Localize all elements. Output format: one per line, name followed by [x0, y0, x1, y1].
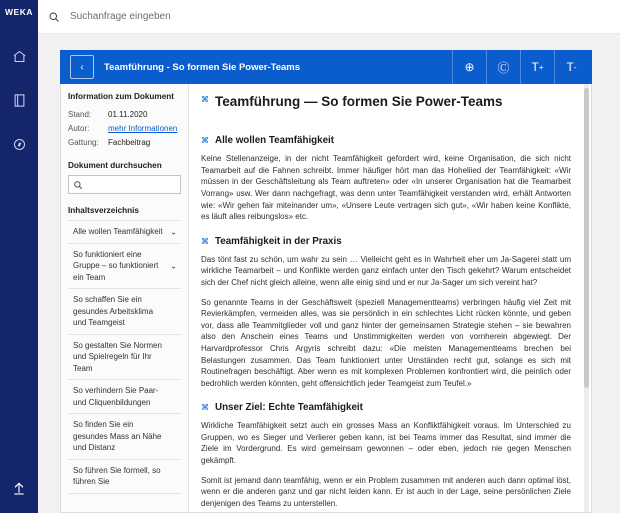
- document-info-panel: [61, 84, 189, 512]
- toc-item-label: Alle wollen Teamfähigkeit: [73, 227, 163, 236]
- paragraph: Wirkliche Teamfähigkeit setzt auch ein grosses Mass an Konfliktfähigkeit voraus. Im Unterschied zu Gruppen, wo es Sieger und Verlierer geben kann, ist bei Teams immer das Resultat, sind immer die Ziele im Vordergrund. Es wird gemeinsam gewonnen – oder eben, jedoch nie gegen Menschen gekämpft.: [201, 421, 571, 466]
- search-icon[interactable]: [48, 11, 60, 23]
- header-actions: [452, 50, 588, 84]
- toc-item[interactable]: [68, 413, 181, 459]
- section-heading: Teamfähigkeit in der Praxis: [215, 235, 342, 247]
- copyright-icon[interactable]: Ⓒ: [486, 50, 520, 84]
- compass-icon[interactable]: [6, 131, 32, 157]
- paragraph: Somit ist jemand dann teamfähig, wenn er ein Problem zusammen mit anderen auch dann optimal löst, wenn er die anderen ganz und gar nicht leiden kann. Er ist auch in der Lage, seine persönlichen Ziele denjenigen des Teams zu unterstellen.: [201, 475, 571, 508]
- article-scrollbar-thumb[interactable]: [584, 88, 589, 388]
- toc-item[interactable]: [68, 459, 181, 494]
- document-search-box[interactable]: [68, 175, 181, 194]
- document-search-input[interactable]: [87, 179, 176, 190]
- font-decrease-glyph: T: [566, 60, 574, 74]
- toc-item-label: So funktioniert eine Gruppe – so funktioniert ein Team: [73, 249, 159, 282]
- toc-item[interactable]: [68, 220, 181, 243]
- search-icon: [73, 180, 83, 190]
- anchor-icon[interactable]: ⌘: [201, 95, 209, 104]
- more-info-link[interactable]: mehr Informationen: [108, 124, 178, 133]
- meta-value: Fachbeitrag: [108, 138, 151, 147]
- article-section: [201, 135, 571, 223]
- anchor-icon[interactable]: ⌘: [201, 236, 209, 246]
- meta-key: Gattung:: [68, 138, 99, 147]
- main-column: [38, 0, 620, 513]
- back-button[interactable]: ‹: [70, 55, 94, 79]
- section-heading-row: [201, 402, 571, 420]
- meta-key: Autor:: [68, 124, 90, 133]
- paragraph: Keine Stellenanzeige, in der nicht Teamfähigkeit gefordert wird, keine Organisation, die sich nicht Teamarbeit auf die Fahnen schreibt. Immer häufiger hört man das Hoheliied der Teamfähigkeit: «Wir müssen in der Geschäftsleitung als Team auftreten» oder «In unserer Organisation hat die Teamarbeit Vorrang» usw. Wer dann nachgefragt, was denn unter Teamfähigkeit verstanden wird, erhält Antworten wie: «Wir gehen fair miteinander um», «Unsere Leute vertragen sich gut», «Wir haben keine Konflikte, es läuft alles reibungslos» etc.: [201, 154, 571, 222]
- section-heading-row: [201, 236, 571, 254]
- paragraph: So genannte Teams in der Geschäftswelt (speziell Managementteams) verbringen häufig viel Zeit mit Revierkämpfen, vermeiden alles, was sie persönlich in ein schlechtes Licht rücken könnte, und geben vor, dass alle Teammitglieder voll und ganz hinter der gemeinsamen Strategie stehen – sie bewahren also den Anschein eines Teams und Unstimmigkeiten werden von vornherein abgewiegt. Der Harvardprofessor Chris Argyris schreibt dazu: «Die meisten Managementteams brechen bei Belastungen zusammen. Das Team funktioniert unter Umständen recht gut, solange es sich mit Routinefragen beschäftigt. Aber wenn es mit komplexen Problemen konfrontiert wird, die peinlich oder bedrohlich werden könnten, geht offensichtlich jeder Teamgeist zum Teufel.»: [201, 297, 571, 388]
- toc-item-label: So führen Sie formell, so führen Sie: [73, 465, 161, 486]
- search-input[interactable]: [68, 10, 328, 23]
- toc-item[interactable]: [68, 288, 181, 334]
- document-header: [60, 50, 592, 84]
- chevron-down-icon[interactable]: ⌄: [170, 261, 177, 270]
- meta-key: Stand:: [68, 110, 92, 119]
- article-section: [201, 236, 571, 390]
- book-icon[interactable]: [6, 87, 32, 113]
- toc-item-label: So finden Sie ein gesundes Mass an Nähe und Distanz: [73, 420, 162, 452]
- font-decrease-icon[interactable]: T -: [554, 50, 588, 84]
- font-increase-glyph: T: [531, 60, 539, 74]
- article-scroll-container[interactable]: [189, 84, 591, 512]
- meta-row: [68, 122, 181, 135]
- document-title-header: Teamführung - So formen Sie Power-Teams: [104, 61, 301, 73]
- global-search-bar: [38, 0, 620, 34]
- font-increase-icon[interactable]: T +: [520, 50, 554, 84]
- work-area: [38, 34, 620, 513]
- document-search-title: Dokument durchsuchen: [68, 161, 162, 170]
- article-title-row: [201, 94, 571, 122]
- article-section: [201, 402, 571, 509]
- brand-logo: WEKA: [5, 7, 33, 17]
- meta-row: [68, 136, 181, 149]
- section-heading: Alle wollen Teamfähigkeit: [215, 135, 335, 147]
- add-circle-icon[interactable]: ⊕: [452, 50, 486, 84]
- table-of-contents: [68, 220, 181, 494]
- toc-item[interactable]: [68, 334, 181, 380]
- anchor-icon[interactable]: ⌘: [201, 403, 209, 413]
- toc-item[interactable]: [68, 243, 181, 289]
- meta-value: [108, 122, 177, 135]
- meta-row: [68, 108, 181, 121]
- upload-icon[interactable]: [6, 475, 32, 501]
- section-heading: Unser Ziel: Echte Teamfähigkeit: [215, 402, 363, 414]
- anchor-icon[interactable]: ⌘: [201, 136, 209, 146]
- section-heading-row: [201, 135, 571, 153]
- toc-item[interactable]: [68, 379, 181, 413]
- info-panel-title: Information zum Dokument: [68, 92, 174, 101]
- meta-value: 01.11.2020: [108, 110, 148, 119]
- page-title: Teamführung — So formen Sie Power-Teams: [215, 94, 503, 109]
- toc-item-label: So schaffen Sie ein gesundes Arbeitsklima und Teamgeist: [73, 295, 154, 327]
- left-nav-rail: [0, 0, 38, 513]
- toc-title: Inhaltsverzeichnis: [68, 206, 139, 215]
- document-body: [60, 84, 592, 513]
- toc-item-label: So gestalten Sie Normen und Spielregeln für Ihr Team: [73, 340, 162, 373]
- article-content: [189, 84, 591, 512]
- home-icon[interactable]: [6, 43, 32, 69]
- paragraph: Das tönt fast zu schön, um wahr zu sein … Vielleicht geht es in Wahrheit eher um Ja-Sagerei statt um wirkliche Teamarbeit – und Konflikte werden ganz einfach unter den Tisch gekehrt? Warum entscheidet sich der Chef nicht gleich alleine, wenn alle einig sind und er nur Ja-Sager um sich vereint hat?: [201, 254, 571, 287]
- chevron-down-icon[interactable]: ⌄: [170, 227, 177, 236]
- toc-item-label: So verhindern Sie Paar- und Cliquenbildungen: [73, 386, 159, 407]
